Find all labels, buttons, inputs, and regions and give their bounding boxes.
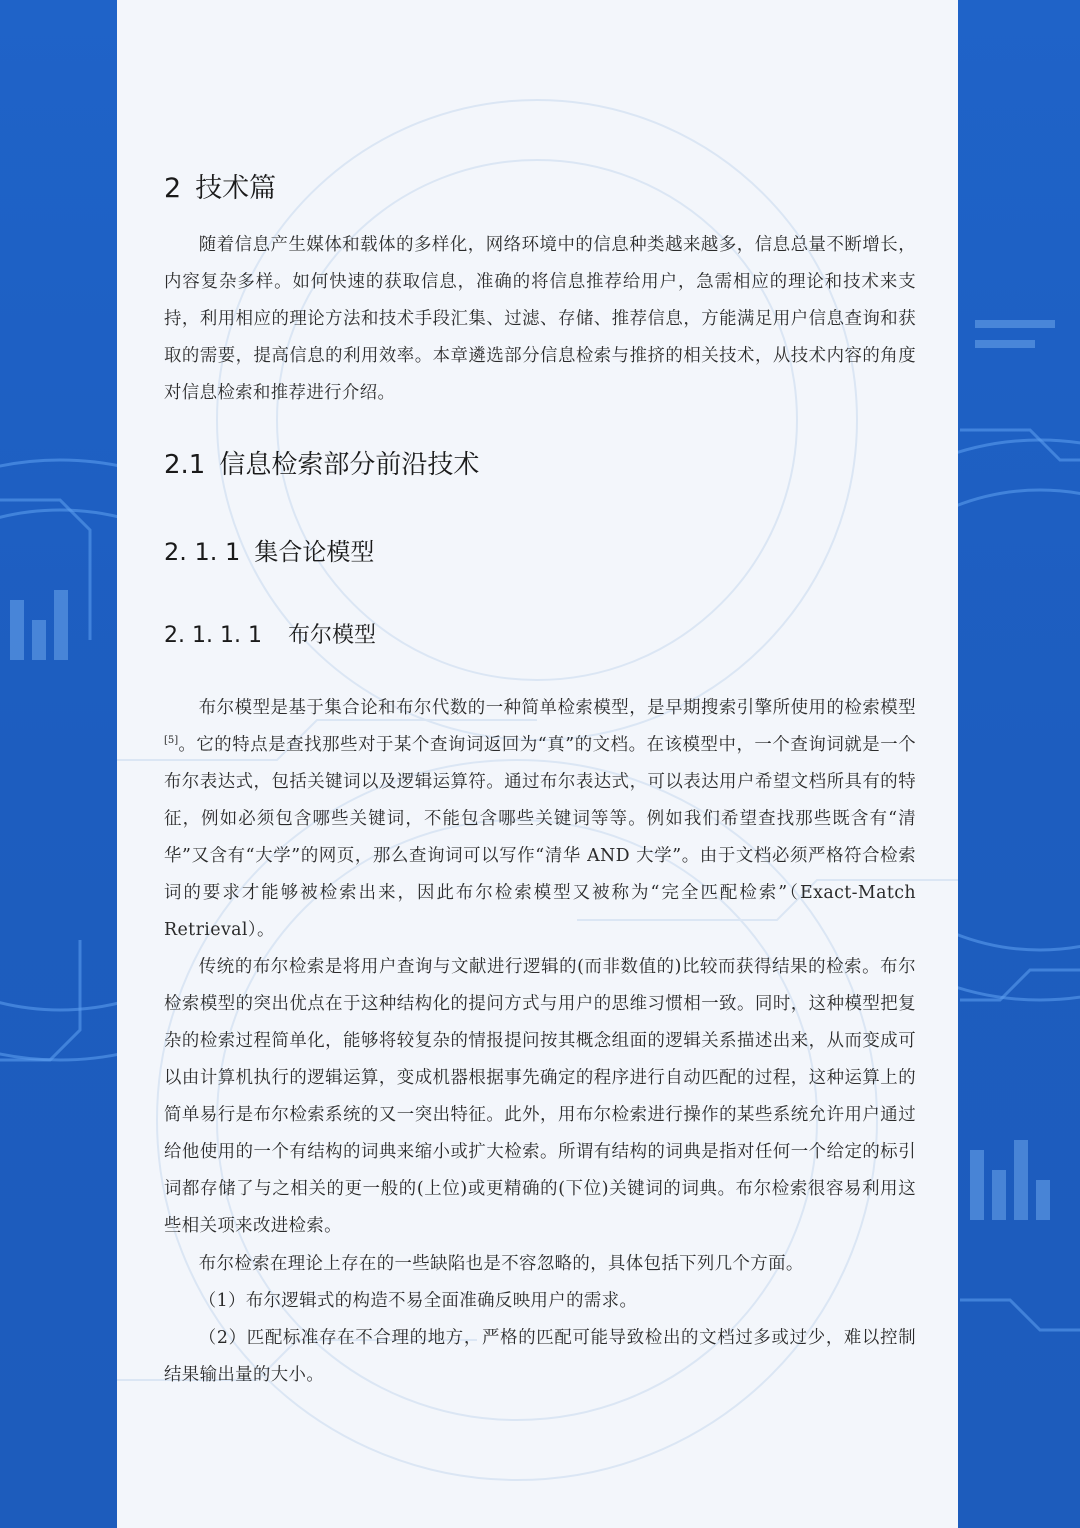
list-item-defect-2: （2）匹配标准存在不合理的地方，严格的匹配可能导致检出的文档过多或过少，难以控制结果输出量的大小。 [164, 1328, 916, 1385]
paragraph-boolean-model [164, 690, 916, 949]
heading-number: 2. 1. 1 [164, 538, 241, 566]
heading-subsubsection [164, 618, 376, 649]
document-page [117, 0, 958, 1528]
heading-title: 技术篇 [195, 173, 277, 204]
heading-subsection [164, 532, 374, 567]
heading-chapter [164, 166, 276, 205]
heading-title: 信息检索部分前沿技术 [219, 450, 480, 480]
heading-title: 集合论模型 [254, 538, 375, 566]
citation-reference: [5] [164, 735, 179, 747]
heading-title: 布尔模型 [287, 623, 376, 648]
paragraph-intro: 随着信息产生媒体和载体的多样化，网络环境中的信息种类越来越多，信息总量不断增长，内容复杂多样。如何快速的获取信息，准确的将信息推荐给用户，急需相应的理论和技术来支持，利用相应的理论方法和技术手段汇集、过滤、存储、推荐信息，方能满足用户信息查询和获取的需要，提高信息的利用效率。本章遴选部分信息检索与推挤的相关技术，从技术内容的角度对信息检索和推荐进行介绍。 [164, 235, 916, 403]
paragraph-defects-intro: 布尔检索在理论上存在的一些缺陷也是不容忽略的，具体包括下列几个方面。 [198, 1254, 804, 1274]
paragraph-text: 布尔模型是基于集合论和布尔代数的一种简单检索模型，是早期搜索引擎所使用的检索模型 [198, 698, 916, 718]
list-item-defect-1: （1）布尔逻辑式的构造不易全面准确反映用户的需求。 [198, 1291, 638, 1311]
heading-number: 2 [164, 173, 182, 204]
paragraph-traditional-boolean: 传统的布尔检索是将用户查询与文献进行逻辑的(而非数值的)比较而获得结果的检索。布尔检索模型的突出优点在于这种结构化的提问方式与用户的思维习惯相一致。同时，这种模型把复杂的检索过程简单化，能够将较复杂的情报提问按其概念组面的逻辑关系描述出来，从而变成可以由计算机执行的逻辑运算，变成机器根据事先确定的程序进行自动匹配的过程，这种运算上的简单易行是布尔检索系统的又一突出特征。此外，用布尔检索进行操作的某些系统允许用户通过给他使用的一个有结构的词典来缩小或扩大检索。所谓有结构的词典是指对任何一个给定的标引词都存储了与之相关的更一般的(上位)或更精确的(下位)关键词的词典。布尔检索很容易利用这些相关项来改进检索。 [164, 957, 916, 1236]
heading-number: 2.1 [164, 450, 206, 480]
heading-number: 2. 1. 1. 1 [164, 623, 262, 648]
heading-section [164, 444, 479, 481]
paragraph-text: 。它的特点是查找那些对于某个查询词返回为“真”的文档。在该模型中，一个查询词就是一个布尔表达式，包括关键词以及逻辑运算符。通过布尔表达式，可以表达用户希望文档所具有的特征，例如必须包含哪些关键词，不能包含哪些关键词等等。例如我们希望查找那些既含有“清华”又含有“大学”的网页，那么查询词可以写作“清华 AND 大学”。由于文档必须严格符合检索词的要求才能够被检索出来，因此布尔检索模型又被称为“完全匹配检索”（Exact-Match Retrieval）。 [164, 735, 916, 940]
